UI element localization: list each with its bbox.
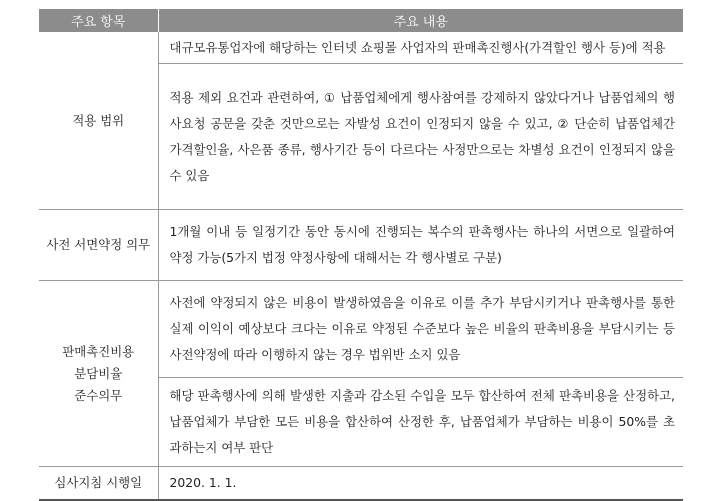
table-row bbox=[39, 210, 683, 281]
header-content: 주요 내용 bbox=[158, 9, 683, 32]
row-label-cost-ratio: 판매촉진비용 분담비율 준수의무 bbox=[39, 281, 158, 467]
row-content: 사전에 약정되지 않은 비용이 발생하였음을 이유로 이를 추가 부담시키거나 판촉행사를 통한 실제 이익이 예상보다 크다는 이유로 약정된 수준보다 높은 비율의 판촉비용을 부담시키는 등 사전약정에 따라 이행하지 않는 경우 법위반 소지 있음 bbox=[158, 281, 683, 378]
row-content: 해당 판촉행사에 의해 발생한 지출과 감소된 수입을 모두 합산하여 전체 판촉비용을 산정하고, 납품업체가 부담한 모든 비용을 합산하여 산정한 후, 납품업체가 부담하는 비용이 50%를 초과하는지 여부 판단 bbox=[158, 378, 683, 467]
row-content: 1개월 이내 등 일정기간 동안 동시에 진행되는 복수의 판촉행사는 하나의 서면으로 일괄하여 약정 가능(5가지 법정 약정사항에 대해서는 각 행사별로 구분) bbox=[158, 210, 683, 281]
table-header-row bbox=[39, 9, 683, 32]
table-row bbox=[39, 281, 683, 378]
row-content: 2020. 1. 1. bbox=[158, 467, 683, 501]
row-label-written-agreement: 사전 서면약정 의무 bbox=[39, 210, 158, 281]
policy-summary-table-wrapper bbox=[39, 9, 683, 501]
row-content: 적용 제외 요건과 관련하여, ① 납품업체에게 행사참여를 강제하지 않았다거나 납품업체의 행사요청 공문을 갖춘 것만으로는 자발성 요건이 인정되지 않을 수 있고, ② 단순히 납품업체간 가격할인율, 사은품 종류, 행사기간 등이 다르다는 사정만으로는 차별성 요건이 인정되지 않을 수 있음 bbox=[158, 64, 683, 210]
table-row bbox=[39, 32, 683, 64]
header-item: 주요 항목 bbox=[39, 9, 158, 32]
row-label-scope: 적용 범위 bbox=[39, 32, 158, 210]
row-label-effective-date: 심사지침 시행일 bbox=[39, 467, 158, 501]
row-content: 대규모유통업자에 해당하는 인터넷 쇼핑몰 사업자의 판매촉진행사(가격할인 행사 등)에 적용 bbox=[158, 32, 683, 64]
table-row bbox=[39, 467, 683, 501]
policy-summary-table bbox=[39, 9, 683, 501]
